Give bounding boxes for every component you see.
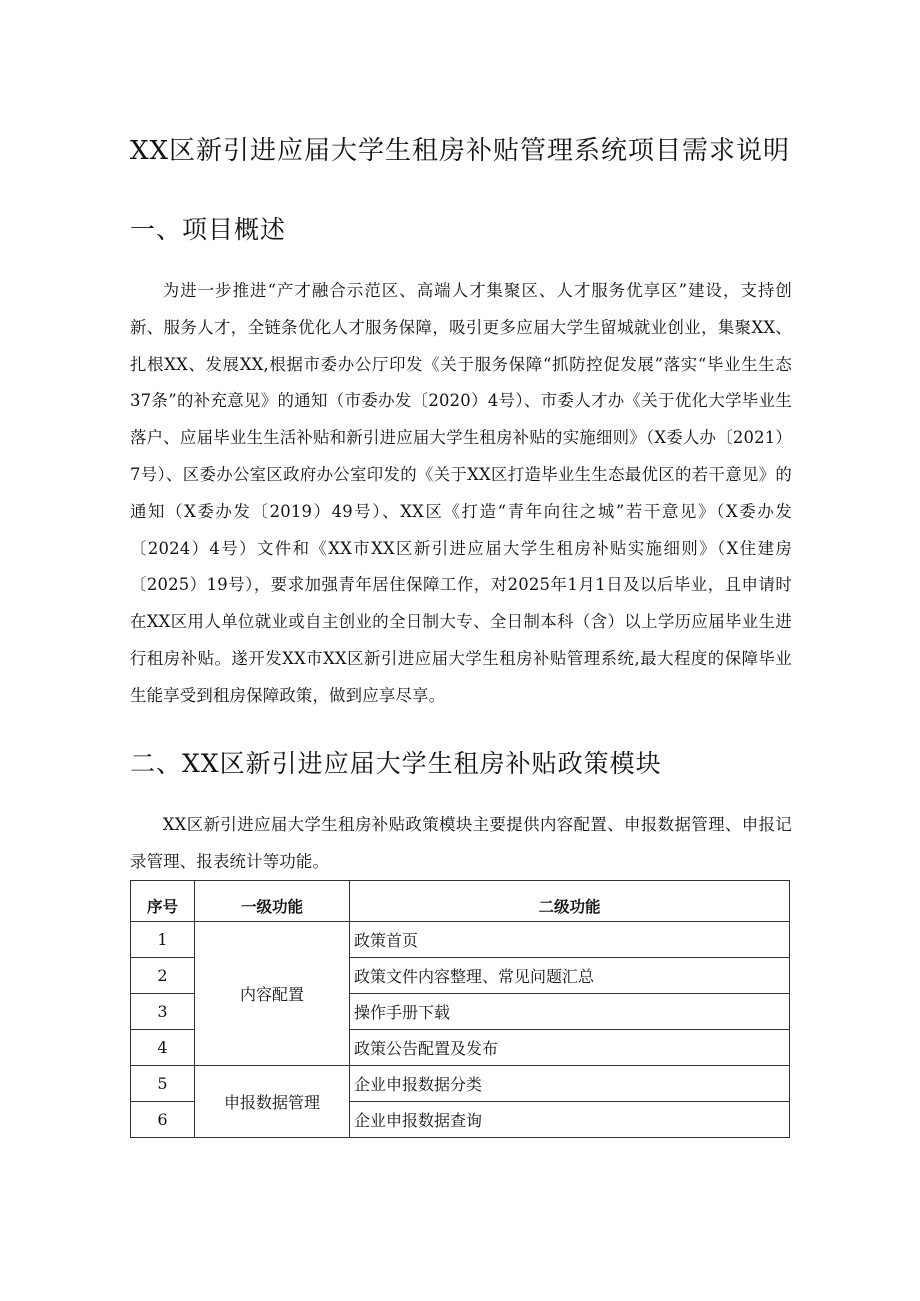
section-1-paragraph: 为进一步推进“产才融合示范区、高端人才集聚区、人才服务优享区”建设，支持创新、服务人才，全链条优化人才服务保障，吸引更多应届大学生留城就业创业，集聚XX、扎根XX、发展XX,根据市委办公厅印发《关于服务保障“抓防控促发展”落实“毕业生生态37条”的补充意见》的通知（市委办发〔2020）4号）、市委人才办《关于优化大学毕业生落户、应届毕业生生活补贴和新引进应届大学生租房补贴的实施细则》（X委人办〔2021）7号）、区委办公室区政府办公室印发的《关于XX区打造毕业生生态最优区的若干意见》的通知（X委办发〔2019）49号）、XX区《打造“青年向往之城”若干意见》（X委办发〔2024）4号）文件和《XX市XX区新引进应届大学生租房补贴实施细则》（X住建房〔2025）19号），要求加强青年居住保障工作，对2025年1月1日及以后毕业，且申请时在XX区用人单位就业或自主创业的全日制大专、全日制本科（含）以上学历应届毕业生进行租房补贴。遂开发XX市XX区新引进应届大学生租房补贴管理系统,最大程度的保障毕业生能享受到租房保障政策，做到应享尽享。 (130, 281, 792, 705)
level2-cell: 政策公告配置及发布 (350, 1030, 790, 1066)
section-1-heading: 一、项目概述 (130, 215, 287, 244)
document-title: XX区新引进应届大学生租房补贴管理系统项目需求说明 (129, 136, 791, 166)
header-level1: 一级功能 (195, 881, 350, 922)
level2-cell: 政策首页 (350, 922, 790, 958)
level1-cell: 内容配置 (195, 922, 350, 1066)
level2-cell: 企业申报数据查询 (350, 1102, 790, 1138)
section-2-heading: 二、XX区新引进应届大学生租房补贴政策模块 (130, 749, 662, 778)
function-table (130, 880, 790, 1138)
row-no: 2 (131, 958, 195, 994)
row-no: 4 (131, 1030, 195, 1066)
level1-cell: 申报数据管理 (195, 1066, 350, 1138)
header-no: 序号 (131, 881, 195, 922)
table-header-row (131, 881, 790, 922)
table-row (131, 922, 790, 958)
row-no: 3 (131, 994, 195, 1030)
row-no: 1 (131, 922, 195, 958)
row-no: 5 (131, 1066, 195, 1102)
level2-cell: 政策文件内容整理、常见问题汇总 (350, 958, 790, 994)
level2-cell: 企业申报数据分类 (350, 1066, 790, 1102)
header-level2: 二级功能 (350, 881, 790, 922)
section-2-paragraph: XX区新引进应届大学生租房补贴政策模块主要提供内容配置、申报数据管理、申报记录管理、报表统计等功能。 (130, 815, 792, 871)
table-row (131, 1066, 790, 1102)
level2-cell: 操作手册下载 (350, 994, 790, 1030)
row-no: 6 (131, 1102, 195, 1138)
